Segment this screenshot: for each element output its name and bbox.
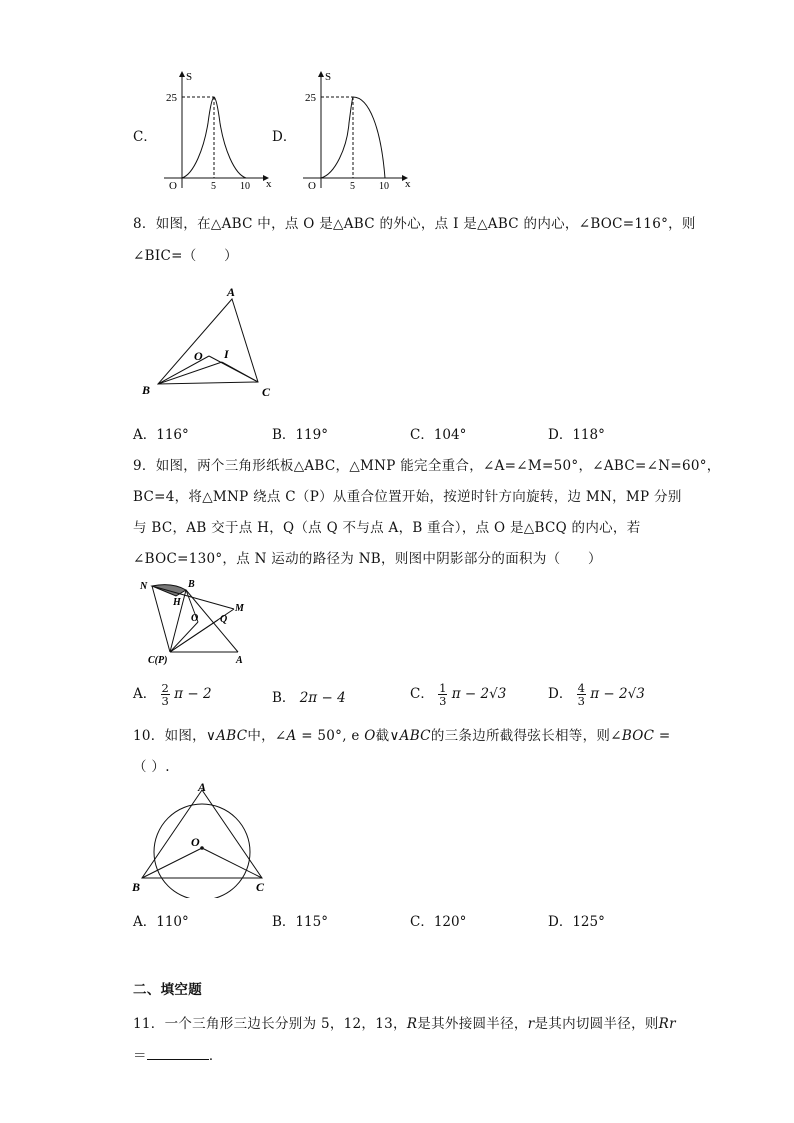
y-axis-label: S xyxy=(186,71,193,83)
q9-option-a: A． $\frac{2}{3}$ π − 2 xyxy=(133,681,212,708)
q10-figure xyxy=(130,780,278,898)
q11-text-line1: 11．一个三角形三边长分别为 5，12，13，R是其外接圆半径，r是其内切圆半径，则Rr xyxy=(133,1016,676,1032)
q9-option-d: D． $\frac{4}{3}$ π − 2√3 xyxy=(548,681,645,708)
y-tick-25: 25 xyxy=(166,92,177,104)
x-tick-10: 10 xyxy=(240,181,250,192)
point-c-label: C xyxy=(262,385,271,399)
point-b-label: B xyxy=(142,383,151,397)
graph-option-c xyxy=(160,68,275,192)
q10-option-b: B．115° xyxy=(272,914,328,930)
q8-figure xyxy=(135,280,285,402)
x-tick-5: 5 xyxy=(211,181,216,192)
point-i-label: I xyxy=(224,347,229,361)
option-d-label: D． xyxy=(272,129,297,145)
point-cp-label: C(P) xyxy=(148,655,168,666)
point-a-label: A xyxy=(227,285,236,299)
x-tick-10: 10 xyxy=(379,181,389,192)
point-b-label: B xyxy=(188,579,195,590)
x-tick-5: 5 xyxy=(350,181,355,192)
point-n-label: N xyxy=(140,581,148,592)
origin-label: O xyxy=(169,180,177,192)
fraction: $\frac{4}{3}$ xyxy=(577,681,585,708)
q8-option-a: A．116° xyxy=(133,427,189,443)
point-c-label: C xyxy=(256,880,265,894)
q8-text-line2: ∠BIC=（ ） xyxy=(133,248,238,264)
x-axis-label: x xyxy=(266,178,272,190)
fraction: $\frac{1}{3}$ xyxy=(439,681,447,708)
option-c-label: C． xyxy=(133,129,157,145)
q11-text-line2: ＝ ． xyxy=(133,1048,223,1064)
origin-label: O xyxy=(308,180,316,192)
q8-option-b: B．119° xyxy=(272,427,328,443)
point-m-label: M xyxy=(235,603,244,614)
fraction: $\frac{2}{3}$ xyxy=(161,681,169,708)
q9-option-b: B． 2π − 4 xyxy=(272,690,346,706)
point-b-label: B xyxy=(132,880,141,894)
graph-option-d xyxy=(299,68,414,192)
point-o-label: O xyxy=(191,613,199,624)
point-o-label: O xyxy=(194,349,203,363)
q9-figure xyxy=(138,574,262,666)
q10-option-d: D．125° xyxy=(548,914,605,930)
point-h-label: H xyxy=(173,597,181,608)
q8-option-c: C．104° xyxy=(410,427,467,443)
point-o-label: O xyxy=(191,835,200,849)
q9-text-line3: 与 BC，AB 交于点 H，Q（点 Q 不与点 A，B 重合），点 O 是△BCQ 的内心，若 xyxy=(133,520,641,536)
q9-text-line1: 9．如图，两个三角形纸板△ABC，△MNP 能完全重合，∠A=∠M=50°，∠ABC=∠N=60°， xyxy=(133,458,721,474)
x-axis-label: x xyxy=(405,178,411,190)
section-heading: 二、填空题 xyxy=(133,982,202,998)
point-a-label: A xyxy=(198,780,207,794)
q8-option-d: D．118° xyxy=(548,427,605,443)
q10-option-c: C．120° xyxy=(410,914,467,930)
q10-text-line2: （ ）. xyxy=(133,759,170,775)
q9-text-line4: ∠BOC=130°，点 N 运动的路径为 NB，则图中阴影部分的面积为（ ） xyxy=(133,551,602,567)
q8-text-line1: 8．如图，在△ABC 中，点 O 是△ABC 的外心，点 I 是△ABC 的内心，∠BOC=116°，则 xyxy=(133,216,696,232)
y-axis-label: S xyxy=(325,71,332,83)
point-a-label: A xyxy=(236,655,243,666)
q9-text-line2: BC=4，将△MNP 绕点 C（P）从重合位置开始，按逆时针方向旋转，边 MN，MP 分别 xyxy=(133,489,682,505)
q10-text-line1: 10．如图，∨ABC中，∠A = 50°, e O截∨ABC的三条边所截得弦长相等，则∠BOC = xyxy=(133,728,671,744)
circle-o xyxy=(154,804,250,898)
answer-blank[interactable] xyxy=(147,1047,209,1060)
q9-option-c: C． $\frac{1}{3}$ π − 2√3 xyxy=(410,681,507,708)
point-q-label: Q xyxy=(220,614,228,625)
y-tick-25: 25 xyxy=(305,92,316,104)
triangle-abc xyxy=(142,790,262,878)
q10-option-a: A．110° xyxy=(133,914,189,930)
triangle-abc xyxy=(158,299,258,384)
